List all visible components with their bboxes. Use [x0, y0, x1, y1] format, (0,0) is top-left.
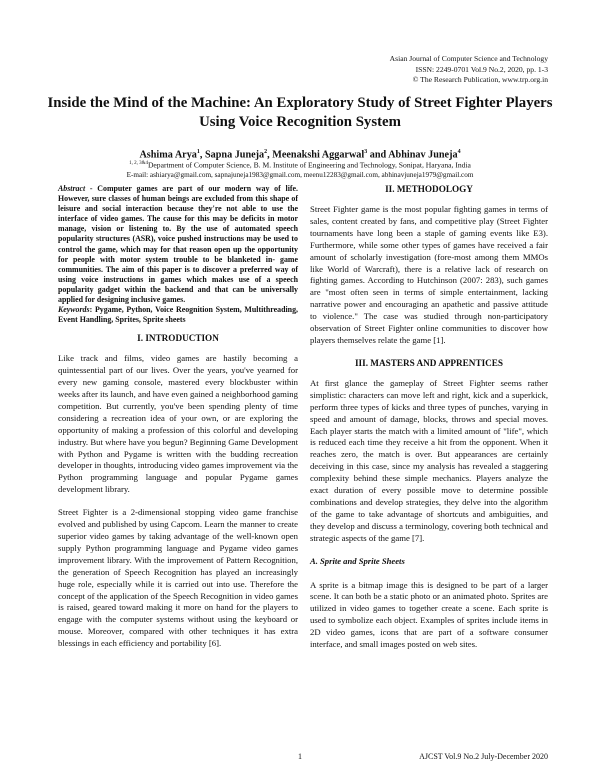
section-heading-masters: III. MASTERS AND APPRENTICES	[354, 357, 504, 368]
author-sup: 1	[196, 149, 200, 155]
affiliation-text: Department of Computer Science, B. M. Institute of Engineering and Technology, Sonipat, Haryana, India	[147, 160, 471, 170]
right-column	[310, 184, 548, 662]
keywords-label: Keywords	[58, 305, 90, 315]
affiliation	[0, 159, 600, 171]
abstract-text: - Computer games are part of our modern way of life. However, sure classes of human beings are excluded from this shape of leisure and social interaction because they're not able to use the interface of video games. The cause for this may be deficits in motor manage, vision or listening to. By the use of automated speech popularity structures (ASR), voice pushed instructions may be used to control the game, which may for that reason open up the opportunity for people with motor system trouble to be blanketed in- game communities. The aim of this paper is to discover a preferred way of using voice instructions in games which makes use of a speech popularity gadget within the backend and that can be universally applied for designing inclusive games.	[58, 184, 298, 305]
page-number: 1	[298, 752, 302, 761]
keywords	[58, 305, 298, 325]
author-sup: 3	[364, 149, 368, 155]
section-heading-methodology: II. METHODOLOGY	[385, 184, 473, 194]
author-sup: 2	[264, 149, 268, 155]
left-column	[58, 184, 298, 661]
section-heading-introduction: I. INTRODUCTION	[137, 333, 219, 344]
abstract	[58, 184, 298, 305]
paper-title: Inside the Mind of the Machine: An Exploratory Study of Street Fighter Players Using Voice Recognition System	[47, 95, 553, 130]
author-name: Ashima Arya	[139, 149, 197, 161]
affiliation-sup: 1, 2, 3&4	[129, 161, 148, 166]
keywords-text: : Pygame, Python, Voice Reognition System, Multithreading, Event Handling, Sprites, Sprite sheets	[58, 305, 298, 325]
footer-journal-issue: AJCST Vol.9 No.2 July-December 2020	[419, 752, 548, 761]
intro-paragraph-1: Like track and films, video games are hastily becoming a quintessential part of our lives. Over the years, you've yearned for every new gaming console, mastered every blockbuster within weeks after its launch, and have even gained a neighborhood gaming competition. But currently, you've been spending plenty of time considering a recreation idea of your own, or are exploring the opportunity of making a profession of this colorful and developing industry. But where have you begun? Beginning Game Development with Python and Pygame is written with the budding recreation developer in thoughts, introducing video games improvement via the Python programming language and popular Pygame games development library.	[58, 353, 298, 495]
methodology-paragraph: Street Fighter game is the most popular fighting games in terms of sales, content created by fans, and competitive play (Street Fighter tournaments have long been a staple of gaming events like E3). Furthermore, while some other types of games have received a fair amount of scholarly investigation (fore-most among them MMOs like World of Warcraft), there is a relative lack of research on fighting games. According to Hutchinson (2007: 283), such games are "most often seen in terms of simple entertainment, lacking narrative power and encouraging an apathetic and passive attitude to violence." The case was studied through non-participatory observation of Street Fighter online communities to discover how players themselves relate the game [1].	[310, 204, 548, 345]
author-name: Abhinav Juneja	[388, 149, 458, 161]
abstract-label: Abstract	[58, 184, 86, 193]
intro-paragraph-2: Street Fighter is a 2-dimensional stopping video game franchise evolved and published by using Capcom. Learn the manner to create superior video games by taking advantage of the well-known open supply Python programming language and Pygame video games improvement library. With the improvement of Pattern Recognition, the generation of Speech Recognition has played an increasingly huge role, especially while it is carried out into use. Therefore the concept of the application of the Speech Recognition in video games is raised, geared toward making it more on hand for the players to engage with the computer systems without using the keyboard or mouse. Moreover, compared with other techniques it has extra blessings in each efficiency and portability [6].	[58, 507, 298, 649]
journal-name: Asian Journal of Computer Science and Technology	[389, 54, 548, 63]
masters-paragraph: At first glance the gameplay of Street Fighter seems rather simplistic: characters can move left and right, kick and a superkick, perform three types of kicks and three types of punches, varying in speed and amount of damage, blocks, throws and special moves. Each player starts the match with a limited amount of "life", which is reduced each time they receive a hit from the opponent. When it reaches zero, the match is over. But appearances are certainly deceiving in this case, since my analysis has revealed a staggering complexity behind these simple mechanics. Players analyze the exact duration of every possible move to determine possible combinations and develop strategies, they delve into the algorithm of the game to take advantage of shortcuts and ambiguities, and they develop and discuss a terminology, covering both technical and strategic aspects of the game [7].	[310, 377, 548, 543]
author-name: Meenakshi Aggarwal	[272, 149, 365, 161]
subsection-heading-sprites: A. Sprite and Sprite Sheets	[310, 555, 405, 566]
journal-issn: ISSN: 2249-0701 Vol.9 No.2, 2020, pp. 1-3	[415, 64, 548, 74]
author-emails: E-mail: ashiarya@gmail.com, sapnajuneja1983@gmail.com, meenu12283@gmail.com, abhinavjuneja1979@gmail.com	[126, 171, 474, 179]
sprite-paragraph: A sprite is a bitmap image this is designed to be part of a larger scene. It can both be a static photo or an animated photo. Sprites are utilized in video games to together create a scene. Each sprite is used to symbolize each object. Examples of sprites include items in 2D video games, icons that are part of a software consumer interface, and small images posted on web sites.	[310, 579, 548, 650]
author-list: Ashima Arya$^1$, Sapna Juneja$^2$, Meenakshi Aggarwal$^3$ and Abhinav Juneja$^4$	[139, 149, 461, 161]
author-sup: 4	[457, 149, 461, 155]
journal-header	[390, 54, 548, 86]
author-name: Sapna Juneja	[204, 149, 265, 161]
journal-publisher: © The Research Publication, www.trp.org.in	[412, 75, 548, 85]
